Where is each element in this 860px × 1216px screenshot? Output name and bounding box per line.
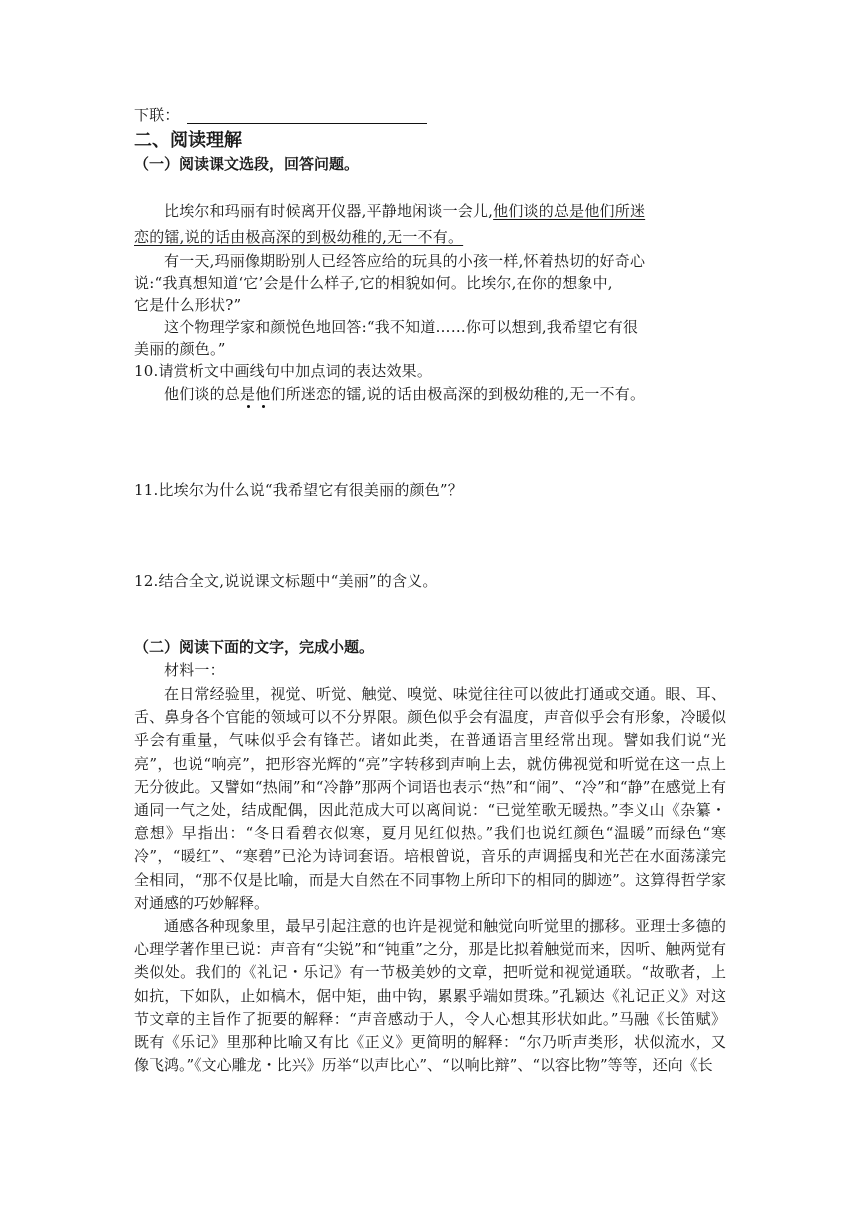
underlined-sentence-part1: 他们谈的总是他们所迷 — [493, 202, 646, 220]
underlined-sentence-part2: 恋的镭,说的话由极高深的到极幼稚的,无一不有。 — [134, 228, 464, 246]
passage-p3-line1: 这个物理学家和颜悦色地回答:“我不知道……你可以想到,我希望它有很 — [164, 318, 639, 336]
passage-p1-before: 比埃尔和玛丽有时候离开仪器,平静地闲谈一会儿, — [164, 202, 494, 220]
emphasis-dot — [262, 405, 265, 408]
part2-title: （二）阅读下面的文字，完成小题。 — [134, 638, 375, 656]
passage-p1-line2 — [134, 226, 463, 248]
section-title: 二、阅读理解 — [134, 130, 242, 151]
emphasis-dot — [247, 405, 250, 408]
material-paragraph-1: 在日常经验里，视觉、听觉、触觉、嗅觉、味觉往往可以彼此打通或交通。眼、耳、舌、鼻身各个官能的领域可以不分界限。颜色似乎会有温度，声音似乎会有形象，冷暖似乎会有重量，气味似乎会有锋芒。诸如此类，在普通语言里经常出现。譬如我们说“光亮”，也说“响亮”，把形容光辉的“亮”字转移到声响上去，就仿佛视觉和听觉在这一点上无分彼此。又譬如“热闹”和“冷静”那两个词语也表示“热”和“闹”、“冷”和“静”在感觉上有通同一气之处，结成配偶，因此范成大可以离间说：“已觉笙歌无暖热。”李义山《杂纂・意想》早指出：“冬日看碧衣似寒，夏月见红似热。”我们也说红颜色“温暖”而绿色“寒冷”，“暖红”、“寒碧”已沦为诗词套语。培根曾说，音乐的声调摇曳和光芒在水面荡漾完全相同，“那不仅是比喻，而是大自然在不同事物上所印下的相同的脚迹”。这算得哲学家对通感的巧妙解释。 — [134, 685, 726, 912]
passage-p2-line3: 它是什么形状?” — [134, 296, 242, 314]
material-one-label: 材料一： — [164, 661, 225, 679]
question-11: 11.比埃尔为什么说“我希望它有很美丽的颜色”？ — [134, 481, 463, 499]
material-one-text — [134, 683, 726, 1077]
question-10-quote: 他们谈的总是他们所迷恋的镭,说的话由极高深的到极幼稚的,无一不有。 — [164, 385, 646, 403]
question-10: 10.请赏析文中画线句中加点词的表达效果。 — [134, 362, 433, 380]
passage-p3-line2: 美丽的颜色。” — [134, 340, 226, 358]
material-paragraph-2: 通感各种现象里，最早引起注意的也许是视觉和触觉向听觉里的挪移。亚理士多德的心理学著作里已说：声音有“尖锐”和“钝重”之分，那是比拟着触觉而来，因听、触两觉有类似处。我们的《礼记・乐记》有一节极美妙的文章，把听觉和视觉通联。“故歌者，上如抗，下如队，止如槁木，倨中矩，曲中钩，累累乎端如贯珠。”孔颖达《礼记正义》对这节文章的主旨作了扼要的解释：“声音感动于人，令人心想其形状如此。”马融《长笛赋》既有《乐记》里那种比喻又有比《正义》更简明的解释：“尔乃听声类形，状似流水，又像飞鸿。”《文心雕龙・比兴》历举“以声比心”、“以响比辩”、“以容比物”等等，还向《长 — [134, 917, 726, 1075]
question-12: 12.结合全文,说说课文标题中“美丽”的含义。 — [134, 572, 438, 590]
answer-blank-line[interactable] — [187, 123, 427, 124]
passage-p1-line1 — [164, 200, 645, 222]
passage-p2-line2: 说:“我真想知道‘它’会是什么样子,它的相貌如何。比埃尔,在你的想象中, — [134, 274, 613, 292]
couplet-lower-label: 下联： — [134, 106, 180, 124]
passage-p2-line1: 有一天,玛丽像期盼别人已经答应给的玩具的小孩一样,怀着热切的好奇心 — [164, 252, 646, 270]
part1-title: （一）阅读课文选段，回答问题。 — [134, 155, 360, 173]
